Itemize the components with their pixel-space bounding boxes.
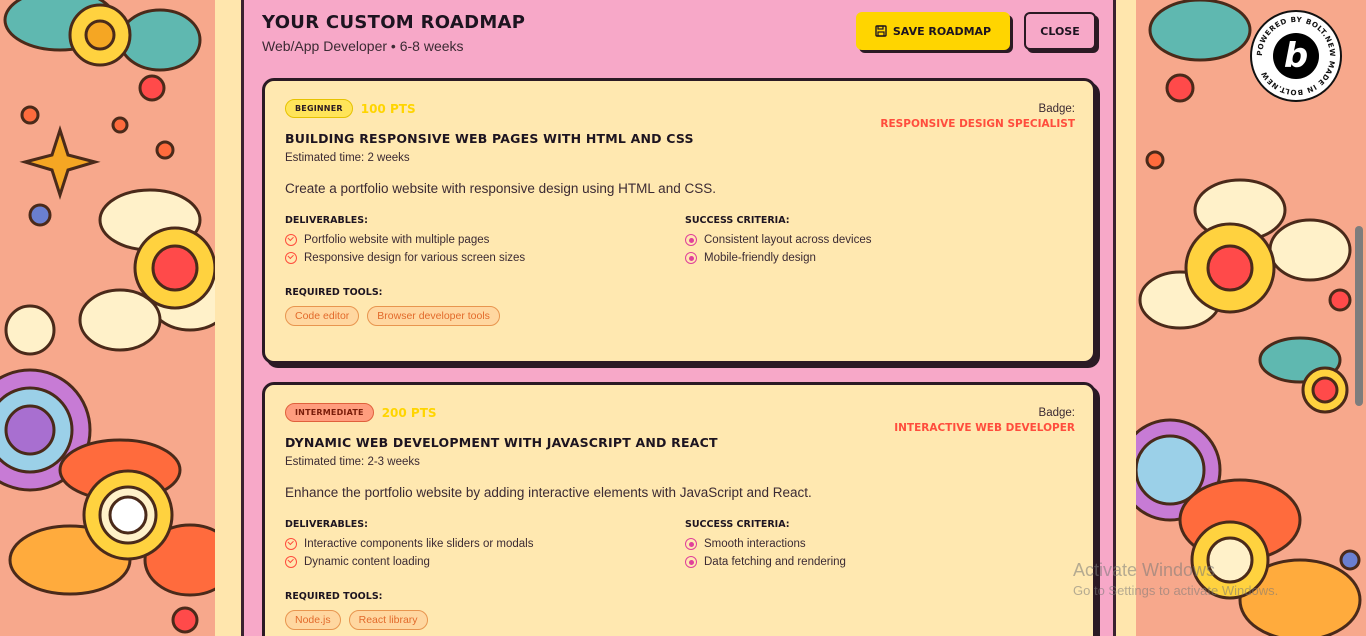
required-tools-section <box>285 287 500 326</box>
list-item <box>285 252 665 264</box>
bolt-logo-icon: b <box>1273 33 1319 79</box>
success-criteria-heading: SUCCESS CRITERIA: <box>685 519 790 530</box>
save-roadmap-button[interactable] <box>856 12 1010 50</box>
page-title: YOUR CUSTOM ROADMAP <box>262 12 526 33</box>
list-item <box>685 252 1065 264</box>
points-label: 100 PTS <box>360 101 416 116</box>
list-item <box>285 234 665 246</box>
tool-chip: Code editor <box>285 306 359 326</box>
save-roadmap-label: SAVE ROADMAP <box>892 24 992 38</box>
required-tools-section <box>285 591 428 630</box>
badge-label: Badge: <box>1038 103 1075 115</box>
list-item <box>685 234 1065 246</box>
svg-text:POWERED BY BOLT.NEW MADE IN BO <box>1255 15 1337 97</box>
list-item <box>685 556 1065 568</box>
criteria-text: Consistent layout across devices <box>704 234 872 246</box>
tool-chip: Node.js <box>285 610 341 630</box>
bolt-badge-link[interactable] <box>1250 10 1342 102</box>
target-icon <box>685 538 697 550</box>
success-criteria-section <box>685 215 1065 270</box>
close-label: CLOSE <box>1040 24 1080 38</box>
check-circle-icon <box>285 538 297 550</box>
deliverable-text: Responsive design for various screen sizes <box>304 252 526 264</box>
check-circle-icon <box>285 556 297 568</box>
close-button[interactable] <box>1024 12 1096 50</box>
badge-label: Badge: <box>1038 407 1075 419</box>
deliverables-heading: DELIVERABLES: <box>285 215 368 226</box>
roadmap-panel <box>215 0 1136 636</box>
card-meta <box>285 99 416 118</box>
estimated-time: Estimated time: 2 weeks <box>285 152 410 164</box>
watermark-line1: Activate Windows <box>1073 560 1216 580</box>
bolt-badge-ring <box>1252 12 1340 100</box>
page-scrollbar[interactable] <box>1355 226 1363 406</box>
deliverable-text: Dynamic content loading <box>304 556 430 568</box>
estimated-time: Estimated time: 2-3 weeks <box>285 456 420 468</box>
card-meta <box>285 403 437 422</box>
list-item <box>285 538 665 550</box>
level-badge: INTERMEDIATE <box>285 403 374 422</box>
deliverables-section <box>285 215 665 270</box>
roadmap-step-card <box>262 78 1096 364</box>
check-circle-icon <box>285 234 297 246</box>
bolt-badge-text: POWERED BY BOLT.NEW MADE IN BOLT.NEW <box>1254 14 1338 98</box>
step-title: BUILDING RESPONSIVE WEB PAGES WITH HTML AND CSS <box>285 131 694 146</box>
criteria-text: Mobile-friendly design <box>704 252 816 264</box>
roadmap-header <box>262 10 1095 70</box>
required-tools-heading: REQUIRED TOOLS: <box>285 287 383 298</box>
points-label: 200 PTS <box>381 405 437 420</box>
save-icon <box>875 25 887 37</box>
success-criteria-heading: SUCCESS CRITERIA: <box>685 215 790 226</box>
list-item <box>285 556 665 568</box>
deliverables-heading: DELIVERABLES: <box>285 519 368 530</box>
check-circle-icon <box>285 252 297 264</box>
deliverable-text: Portfolio website with multiple pages <box>304 234 490 246</box>
reward-badge <box>894 407 1075 434</box>
step-title: DYNAMIC WEB DEVELOPMENT WITH JAVASCRIPT AND REACT <box>285 435 718 450</box>
badge-name: INTERACTIVE WEB DEVELOPER <box>894 422 1075 434</box>
level-badge: BEGINNER <box>285 99 353 118</box>
roadmap-subtitle: Web/App Developer • 6-8 weeks <box>262 38 464 54</box>
deliverable-text: Interactive components like sliders or modals <box>304 538 534 550</box>
tool-chip: Browser developer tools <box>367 306 500 326</box>
windows-activation-watermark <box>1073 560 1278 598</box>
criteria-text: Smooth interactions <box>704 538 806 550</box>
deliverables-section <box>285 519 665 574</box>
target-icon <box>685 556 697 568</box>
list-item <box>685 538 1065 550</box>
badge-name: RESPONSIVE DESIGN SPECIALIST <box>880 118 1075 130</box>
step-description: Enhance the portfolio website by adding interactive elements with JavaScript and React. <box>285 485 812 500</box>
roadmap-step-card <box>262 382 1096 636</box>
success-criteria-section <box>685 519 1065 574</box>
target-icon <box>685 234 697 246</box>
target-icon <box>685 252 697 264</box>
required-tools-heading: REQUIRED TOOLS: <box>285 591 383 602</box>
watermark-line2: Go to Settings to activate Windows. <box>1073 583 1279 598</box>
criteria-text: Data fetching and rendering <box>704 556 846 568</box>
reward-badge <box>880 103 1075 130</box>
roadmap-container <box>241 0 1116 636</box>
step-description: Create a portfolio website with responsive design using HTML and CSS. <box>285 181 716 196</box>
tool-chip: React library <box>349 610 428 630</box>
